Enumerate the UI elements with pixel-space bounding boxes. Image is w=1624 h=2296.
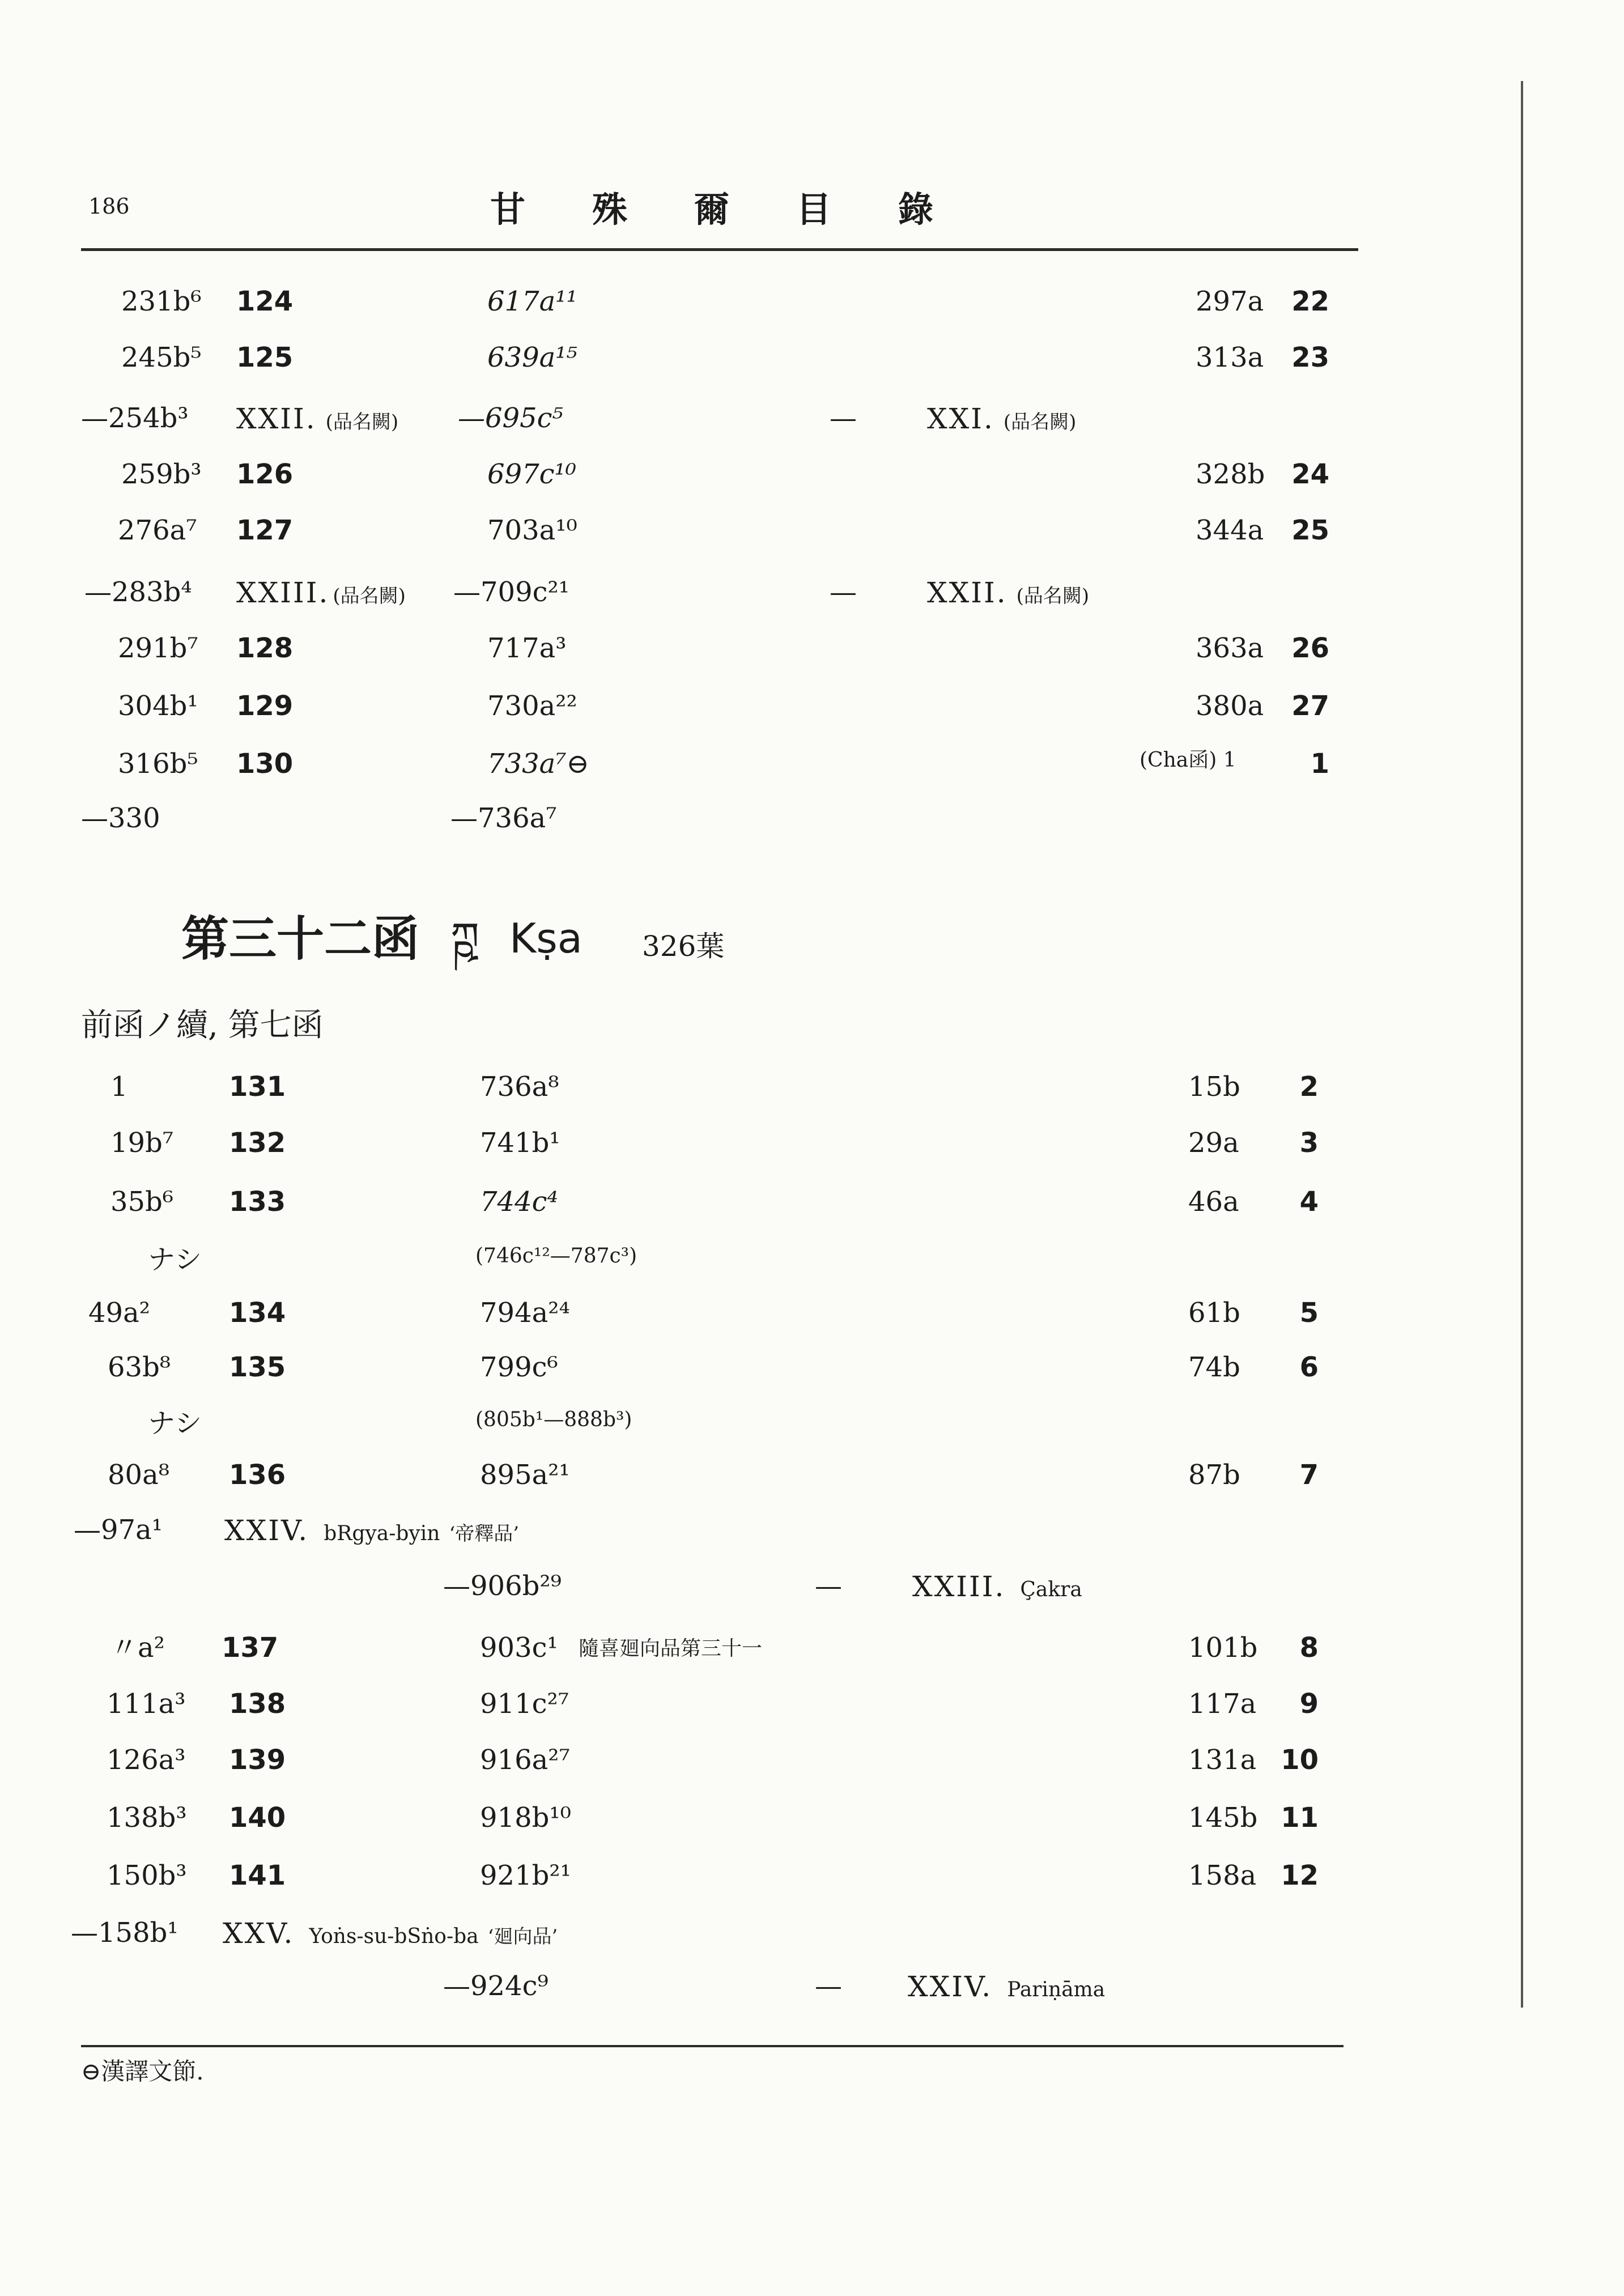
sanskrit-folio: 313a [1196,342,1264,373]
leaf-count: 326葉 [642,930,725,963]
chapter-title: Yoṅs-su-bSṅo-ba [309,1925,479,1948]
s1-row [0,692,1624,726]
tibetan-folio: 316b⁵ [118,748,198,780]
tibetan-folio: —254b³ [81,402,189,434]
footer-rule [81,2045,1344,2047]
taisho-reference: 895a²¹ [480,1459,570,1491]
sanskrit-chapter-numeral: XXII. [927,576,1007,609]
sanskrit-folio: 145b [1188,1802,1258,1834]
tibetan-folio: 〃a² [110,1632,165,1664]
taisho-reference: 697c¹⁰ [487,458,576,490]
chapter-title: bRgya-byin [324,1522,440,1545]
sanskrit-chapter-number: 25 [1291,515,1329,546]
tibetan-folio: 19b⁷ [110,1127,174,1159]
chapter-numeral: XXV. [223,1917,295,1950]
footnote: ⊖漢譯文節. [81,2057,204,2085]
taisho-reference: 730a²² [487,690,577,722]
s2-chapter-row [0,1919,1624,1953]
taisho-reference: —924c⁹ [443,1970,549,2002]
sanskrit-chapter-number: 8 [1299,1632,1319,1664]
chapter-note: (品名闕) [333,585,406,607]
entry-number: 131 [229,1071,286,1103]
tibetan-folio: 291b⁷ [118,632,198,664]
sanskrit-folio: 344a [1196,515,1264,546]
s1-row [0,750,1624,784]
chapter-heading [224,1516,519,1545]
sanskrit-folio: 29a [1188,1127,1239,1159]
sanskrit-chapter-number: 12 [1281,1860,1319,1891]
chapter-heading [223,1919,558,1948]
sanskrit-chapter-numeral: XXIII. [912,1570,1006,1603]
tibetan-volume-letter: ཀྵ [450,913,479,961]
sanskrit-dash: — [815,1570,842,1602]
sanskrit-folio: 328b [1196,458,1265,490]
s2-row [0,1862,1624,1896]
tibetan-folio: 245b⁵ [121,342,202,373]
sanskrit-folio: 87b [1188,1459,1240,1491]
entry-number: 135 [229,1351,286,1383]
chapter-numeral: XXIII. [236,576,330,609]
chapter-heading [236,402,399,435]
tibetan-folio: 231b⁶ [121,286,202,317]
entry-number: 126 [236,458,294,490]
taisho-reference: 736a⁸ [480,1071,559,1103]
entry-number: 132 [229,1127,286,1159]
tibetan-folio: 1 [110,1071,128,1103]
taisho-reference: —695c⁵ [458,402,563,434]
taisho-reference: —906b²⁹ [443,1570,562,1602]
taisho-reference: 744c⁴ [480,1186,558,1218]
chapter-note: (品名闕) [325,411,399,433]
sanskrit-chapter-number: 5 [1299,1297,1319,1329]
s2-row [0,1804,1624,1838]
sanskrit-dash: — [830,402,857,434]
taisho-reference: 741b¹ [480,1127,560,1159]
sanskrit-chapter-number: 10 [1281,1744,1319,1776]
entry-number: 141 [229,1860,286,1891]
s1-row [0,517,1624,551]
tibetan-folio: —330 [81,802,160,834]
tibetan-folio: 49a² [88,1297,150,1329]
chapter-chinese-title: ‘廻向品’ [487,1925,558,1948]
sanskrit-chapter-numeral: XXI. [927,402,994,435]
sanskrit-dash: — [830,576,857,608]
sanskrit-folio: 380a [1196,690,1264,722]
sanskrit-folio: 101b [1188,1632,1258,1664]
entry-number: 129 [236,690,294,722]
taisho-reference: 903c¹ [480,1632,558,1664]
sanskrit-folio: 297a [1196,286,1264,317]
taisho-range: (805b¹—888b³) [475,1408,632,1431]
sanskrit-folio: 74b [1188,1351,1240,1383]
sanskrit-folio: 117a [1188,1688,1257,1720]
sanskrit-folio: 46a [1188,1186,1239,1218]
taisho-reference: 733a⁷⊖ [487,748,589,780]
s2-missing-row [0,1410,1624,1444]
s1-row [0,458,1624,495]
entry-number: 125 [236,342,294,373]
sanskrit-chapter-numeral: XXIV. [908,1970,993,2003]
taisho-reference: 717a³ [487,632,567,664]
s2-row [0,1299,1624,1333]
sanskrit-folio: 158a [1188,1860,1257,1891]
entry-number: 136 [229,1459,286,1491]
s2-row [0,1188,1624,1222]
volume-transliteration: Kṣa [509,915,583,962]
running-title: 甘殊爾目錄 [490,189,1001,230]
taisho-reference: 799c⁶ [480,1351,558,1383]
sanskrit-chapter-note: (品名闕) [1003,411,1077,433]
chapter-numeral: XXII. [236,402,317,435]
taisho-reference: 911c²⁷ [480,1688,569,1720]
s2-chapter-row [0,1516,1624,1550]
taisho-reference: —736a⁷ [450,802,557,834]
sanskrit-dash: — [815,1970,842,2002]
sanskrit-chapter-number: 6 [1299,1351,1319,1383]
s2-missing-row [0,1246,1624,1280]
tibetan-folio: 35b⁶ [110,1186,174,1218]
sanskrit-chapter-number: 27 [1291,690,1329,722]
missing-marker: ナシ [148,1408,202,1439]
entry-number: 133 [229,1186,286,1218]
tibetan-folio: 150b³ [107,1860,187,1891]
sanskrit-chapter-number: 11 [1281,1802,1319,1834]
tibetan-folio: 63b⁸ [108,1351,171,1383]
sanskrit-chapter-number: 7 [1299,1459,1319,1491]
tibetan-folio: 111a³ [107,1688,186,1720]
tibetan-folio: —97a¹ [74,1514,163,1546]
missing-marker: ナシ [148,1244,202,1275]
sanskrit-chapter-number: 24 [1291,458,1329,490]
sanskrit-chapter-number: 2 [1299,1071,1319,1103]
tibetan-folio: 276a⁷ [118,515,197,546]
taisho-range: (746c¹²—787c³) [475,1244,637,1268]
taisho-reference: 921b²¹ [480,1860,571,1891]
s2-row [0,1746,1624,1780]
s2-row [0,1129,1624,1163]
sanskrit-chapter-title: Çakra [1020,1578,1082,1601]
chapter-chinese-title: ‘帝釋品’ [449,1523,520,1545]
sanskrit-folio: (Cha函) 1 [1140,749,1236,772]
sanskrit-chapter-heading [912,1572,1082,1601]
entry-number: 138 [229,1688,286,1720]
s1-chapter-row [0,402,1624,439]
entry-number: 134 [229,1297,286,1329]
sanskrit-chapter-number: 1 [1310,748,1329,780]
sanskrit-chapter-note: (品名闕) [1016,585,1090,607]
sanskrit-chapter-number: 3 [1299,1127,1319,1159]
taisho-reference: 703a¹⁰ [487,515,577,546]
s1-chapter-row [0,576,1624,613]
entry-number: 140 [229,1802,286,1834]
s2-chapter-end-row [0,1972,1624,2006]
sanskrit-folio: 131a [1188,1744,1257,1776]
chapter-heading [236,576,406,609]
entry-number: 137 [222,1632,279,1664]
taisho-reference: 794a²⁴ [480,1297,570,1329]
sanskrit-chapter-number: 4 [1299,1186,1319,1218]
sanskrit-chapter-heading [927,576,1090,609]
entry-number: 127 [236,515,294,546]
sanskrit-folio: 15b [1188,1071,1240,1103]
tibetan-folio: 259b³ [121,458,202,490]
s2-chapter-end-row [0,1572,1624,1606]
chinese-chapter-note: 隨喜廻向品第三十一 [579,1637,763,1660]
taisho-reference: 916a²⁷ [480,1744,570,1776]
chapter-numeral: XXIV. [224,1514,309,1547]
section-subheading: 前函ノ續, 第七函 [81,1007,324,1044]
entry-number: 139 [229,1744,286,1776]
tibetan-folio: 126a³ [107,1744,186,1776]
tibetan-folio: —158b¹ [71,1917,178,1949]
taisho-reference: —709c²¹ [453,576,569,608]
entry-number: 124 [236,286,294,317]
tibetan-folio: —283b⁴ [84,576,192,608]
taisho-reference: 617a¹¹ [487,286,577,317]
taisho-reference: 639a¹⁵ [487,342,577,373]
sanskrit-folio: 363a [1196,632,1264,664]
page-number: 186 [88,194,130,219]
s2-row [0,1461,1624,1495]
s1-row [0,288,1624,322]
s1-row [0,344,1624,378]
s2-row [0,1690,1624,1724]
sanskrit-chapter-heading [908,1972,1105,2001]
volume-heading: 第三十二函 [181,911,420,967]
s1-row-end [0,802,1624,839]
tibetan-folio: 138b³ [107,1802,187,1834]
s2-row [0,1634,1624,1668]
tibetan-folio: 304b¹ [118,690,198,722]
s2-row [0,1073,1624,1107]
header-rule [81,248,1358,251]
sanskrit-chapter-number: 9 [1299,1688,1319,1720]
entry-number: 128 [236,632,294,664]
taisho-reference: 918b¹⁰ [480,1802,571,1834]
entry-number: 130 [236,748,294,780]
s2-row [0,1351,1624,1388]
sanskrit-chapter-number: 22 [1291,286,1329,317]
sanskrit-chapter-number: 23 [1291,342,1329,373]
tibetan-folio: 80a⁸ [108,1459,169,1491]
sanskrit-folio: 61b [1188,1297,1240,1329]
s1-row [0,632,1624,669]
sanskrit-chapter-heading [927,402,1077,435]
sanskrit-chapter-title: Pariṇāma [1007,1978,1106,2001]
sanskrit-chapter-number: 26 [1291,632,1329,664]
